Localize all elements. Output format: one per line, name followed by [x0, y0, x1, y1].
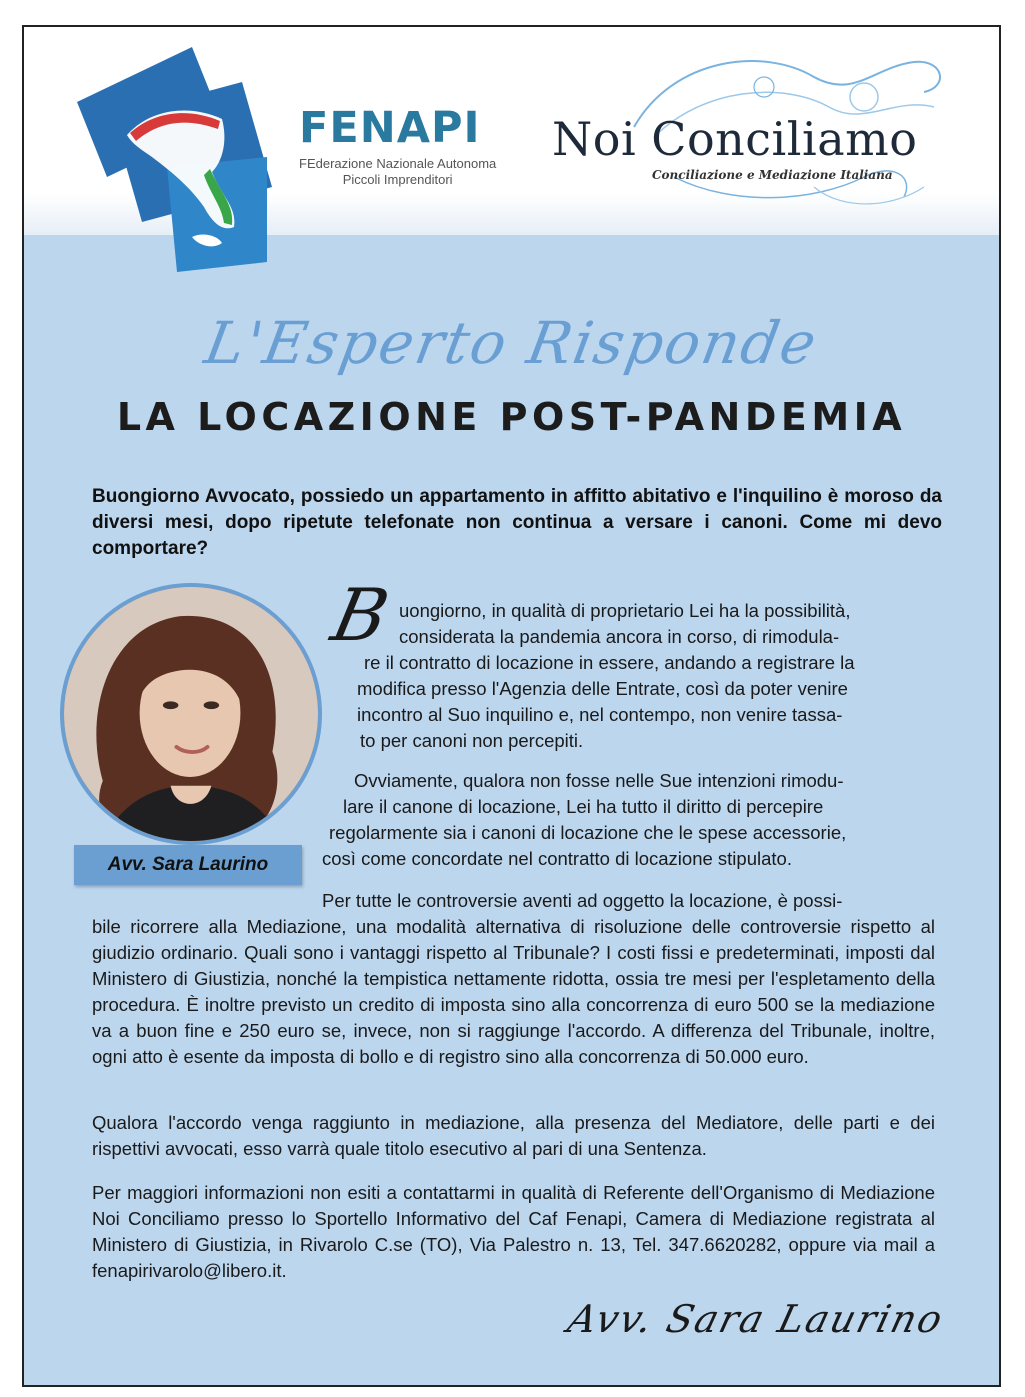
fenapi-name: FENAPI — [299, 103, 481, 153]
header — [24, 27, 999, 235]
noi-conciliamo-subtitle: Conciliazione e Mediazione Italiana — [652, 168, 893, 182]
noi-conciliamo-name: Noi Conciliamo — [552, 112, 918, 166]
author-caption: Avv. Sara Laurino — [74, 845, 302, 885]
answer-dropcap: B — [325, 573, 396, 657]
answer-p1-line: incontro al Suo inquilino e, nel contempo, non venire tassa- — [357, 704, 843, 725]
author-photo — [60, 583, 322, 845]
answer-p3-first-line: Per tutte le controversie aventi ad oggetto la locazione, è possi- — [322, 890, 843, 911]
answer-p5: Per maggiori informazioni non esiti a contattarmi in qualità di Referente dell'Organismo di Mediazione Noi Conciliamo presso lo Sportello Informativo del Caf Fenapi, Camera di Mediazione registrata al Ministero di Giustizia, in Rivarolo C.se (TO), Via Palestro n. 13, Tel. 347.6620282, oppure via mail a fenapirivarolo@libero.it. — [92, 1182, 935, 1281]
answer-p1-line: uongiorno, in qualità di proprietario Lei ha la possibilità, — [399, 600, 851, 621]
author-signature: Avv. Sara Laurino — [563, 1297, 949, 1341]
reader-question: Buongiorno Avvocato, possiedo un appartamento in affitto abitativo e l'inquilino è moroso da diversi mesi, dopo ripetute telefonate non continua a versare i canoni. Come mi devo comportare? — [92, 486, 942, 559]
column-title: L'Esperto Risponde — [199, 309, 824, 377]
answer-p2-line: regolarmente sia i canoni di locazione che le spese accessorie, — [329, 822, 847, 843]
fenapi-subtitle — [299, 156, 496, 188]
fenapi-wordmark — [299, 103, 497, 188]
answer-p1-line: re il contratto di locazione in essere, andando a registrare la — [364, 652, 855, 673]
answer-p1-line: to per canoni non percepiti. — [360, 730, 584, 751]
article-headline: LA LOCAZIONE POST-PANDEMIA — [116, 395, 907, 439]
answer-p1-line: modifica presso l'Agenzia delle Entrate, così da poter venire — [357, 678, 848, 699]
article-page — [22, 25, 1001, 1387]
fenapi-italy-logo — [72, 47, 272, 272]
answer-p2-line: lare il canone di locazione, Lei ha tutto il diritto di percepire — [343, 796, 824, 817]
answer-p4: Qualora l'accordo venga raggiunto in mediazione, alla presenza del Mediatore, delle parti e dei rispettivi avvocati, esso varrà quale titolo esecutivo al pari di una Sentenza. — [92, 1112, 935, 1159]
answer-p2-line: così come concordate nel contratto di locazione stipulato. — [322, 848, 792, 869]
author-portrait — [64, 587, 318, 841]
answer-p3: bile ricorrere alla Mediazione, una modalità alternativa di risoluzione delle controversie rispetto al giudizio ordinario. Quali sono i vantaggi rispetto al Tribunale? I costi fissi e predeterminati, imposti dal Ministero di Giustizia, nonché la tempistica nettamente ridotta, ossia tre mesi per l'espletamento della procedura. È inoltre previsto un credito di imposta sino alla concorrenza di euro 500 se la mediazione va a buon fine e 250 euro se, invece, non si raggiunge l'accordo. A differenza del Tribunale, inoltre, ogni atto è esente da imposta di bollo e di registro sino alla concorrenza di 50.000 euro. — [92, 916, 935, 1067]
answer-p1-line: considerata la pandemia ancora in corso, di rimodula- — [399, 626, 840, 647]
fenapi-subtitle-line1: FEderazione Nazionale Autonoma — [299, 156, 497, 171]
answer-p2-line: Ovviamente, qualora non fosse nelle Sue intenzioni rimodu- — [354, 770, 844, 791]
fenapi-subtitle-line2: Piccoli Imprenditori — [342, 172, 453, 187]
